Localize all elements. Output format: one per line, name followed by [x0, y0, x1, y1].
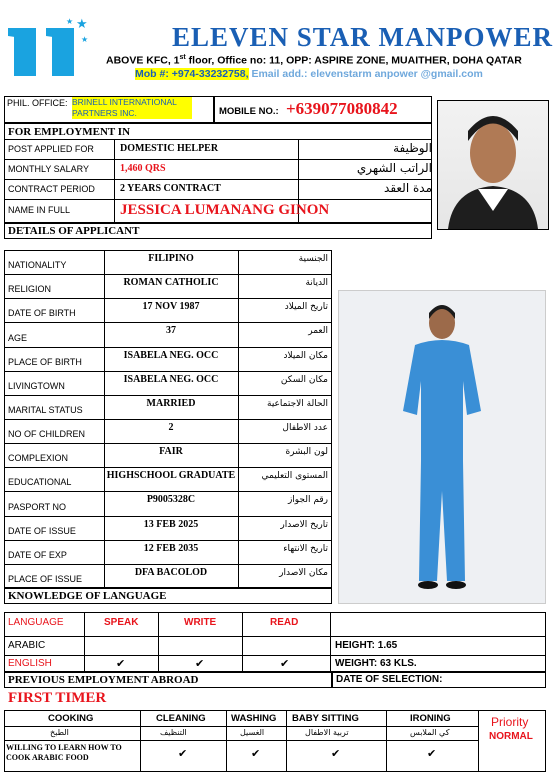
- portrait-photo: [437, 100, 549, 230]
- person-portrait-icon: [438, 101, 548, 229]
- full-body-photo: [338, 290, 546, 604]
- detail-row-divider: [4, 347, 332, 348]
- detail-label: NATIONALITY: [8, 260, 67, 270]
- skill-header-ironing: IRONING: [410, 713, 451, 724]
- cleaning-check: ✔: [178, 748, 188, 760]
- detail-value: P9005328C: [146, 494, 196, 505]
- detail-arabic: تاريخ الميلاد: [284, 302, 328, 312]
- contract-value: 2 YEARS CONTRACT: [120, 183, 221, 194]
- full-name-value: JESSICA LUMANANG GINON: [120, 202, 330, 218]
- detail-row-divider: [4, 395, 332, 396]
- post-applied-value: DOMESTIC HELPER: [120, 143, 219, 154]
- detail-label: LIVINGTOWN: [8, 381, 65, 391]
- date-selection-label: DATE OF SELECTION:: [336, 674, 443, 685]
- details-heading: DETAILS OF APPLICANT: [8, 225, 140, 237]
- detail-value: FILIPINO: [148, 253, 194, 264]
- english-read-check: ✔: [280, 658, 290, 670]
- detail-row-divider: [4, 371, 332, 372]
- detail-arabic: عدد الاطفال: [282, 423, 328, 433]
- detail-arabic: مكان الميلاد: [283, 351, 328, 361]
- detail-label: MARITAL STATUS: [8, 405, 83, 415]
- detail-label: RELIGION: [8, 284, 52, 294]
- english-write-check: ✔: [195, 658, 205, 670]
- svg-text:★: ★: [81, 35, 89, 44]
- detail-value: 37: [166, 325, 176, 336]
- write-col-header: WRITE: [184, 617, 217, 628]
- post-applied-arabic: الوظيفة: [393, 141, 432, 155]
- contact-line: [135, 68, 483, 80]
- english-speak-check: ✔: [116, 658, 126, 670]
- babysitting-check: ✔: [331, 748, 341, 760]
- company-address: ABOVE KFC, 1st floor, Office no: 11, OPP: ASPIRE ZONE, MUAITHER, DOHA QATAR: [106, 54, 522, 67]
- detail-row-divider: [4, 516, 332, 517]
- full-name-label: NAME IN FULL: [8, 205, 71, 215]
- detail-arabic: مكان السكن: [280, 375, 328, 385]
- language-col-header: LANGUAGE: [8, 617, 64, 628]
- detail-value: DFA BACOLOD: [134, 567, 208, 578]
- detail-row-divider: [4, 564, 332, 565]
- person-full-body-icon: [339, 291, 545, 603]
- cooking-note: WILLING TO LEARN HOW TO COOK ARABIC FOOD: [6, 743, 122, 762]
- detail-label: COMPLEXION: [8, 453, 69, 463]
- skill-arabic-washing: الغسيل: [240, 728, 265, 737]
- english-language-label: ENGLISH: [8, 658, 52, 669]
- detail-value: 13 FEB 2025: [143, 519, 199, 530]
- employment-heading: FOR EMPLOYMENT IN: [8, 126, 131, 138]
- contract-arabic: مدة العقد: [384, 181, 432, 195]
- detail-label: PLACE OF ISSUE: [8, 574, 83, 584]
- priority-label: Priority: [491, 715, 529, 729]
- skill-arabic-cleaning: التنظيف: [160, 728, 187, 737]
- mobile-number: Mob #: +974-33232758,: [135, 68, 249, 80]
- detail-value: 17 NOV 1987: [142, 301, 200, 312]
- weight-value: WEIGHT: 63 KLS.: [335, 658, 417, 669]
- detail-row-divider: [4, 419, 332, 420]
- priority-value: NORMAL: [489, 731, 533, 742]
- detail-label: DATE OF EXP: [8, 550, 67, 560]
- company-logo: [8, 14, 90, 80]
- ironing-check: ✔: [427, 748, 437, 760]
- arabic-language-label: ARABIC: [8, 640, 46, 651]
- salary-value: 1,460 QRS: [120, 163, 166, 174]
- previous-employment-value: FIRST TIMER: [8, 690, 107, 706]
- skill-header-cleaning: CLEANING: [156, 713, 206, 724]
- mobile-value: +639077080842: [286, 99, 398, 118]
- detail-arabic: الديانة: [305, 278, 328, 288]
- salary-label: MONTHLY SALARY: [8, 164, 90, 174]
- star-icon: ★: [76, 17, 88, 32]
- washing-check: ✔: [251, 748, 261, 760]
- detail-value: ROMAN CATHOLIC: [123, 277, 219, 288]
- detail-row-divider: [4, 298, 332, 299]
- logo-graphic: [8, 14, 90, 80]
- detail-arabic: تاريخ الاصدار: [280, 520, 328, 530]
- contract-label: CONTRACT PERIOD: [8, 184, 95, 194]
- detail-arabic: الجنسية: [298, 254, 328, 264]
- skill-header-washing: WASHING: [231, 713, 277, 724]
- detail-label: PLACE OF BIRTH: [8, 357, 82, 367]
- skill-header-cooking: COOKING: [48, 713, 94, 724]
- detail-label: NO OF CHILDREN: [8, 429, 86, 439]
- detail-label: PASPORT NO: [8, 502, 67, 512]
- detail-value: HIGHSCHOOL GRADUATE: [106, 470, 236, 481]
- company-name: ELEVEN STAR MANPOWER: [172, 22, 554, 52]
- post-applied-label: POST APPLIED FOR: [8, 144, 94, 154]
- detail-arabic: تاريخ الانتهاء: [283, 544, 328, 554]
- salary-arabic: الراتب الشهري: [356, 161, 432, 175]
- detail-arabic: الحالة الاجتماعية: [267, 399, 328, 409]
- previous-heading: PREVIOUS EMPLOYMENT ABROAD: [8, 674, 199, 686]
- read-col-header: READ: [270, 617, 299, 628]
- detail-arabic: لون البشرة: [285, 447, 328, 457]
- detail-value: MARRIED: [146, 398, 196, 409]
- detail-arabic: مكان الاصدار: [279, 568, 328, 578]
- detail-label: EDUCATIONAL: [8, 477, 72, 487]
- detail-label: DATE OF ISSUE: [8, 526, 76, 536]
- speak-col-header: SPEAK: [104, 617, 139, 628]
- detail-arabic: المستوى التعليمي: [261, 471, 328, 481]
- height-value: HEIGHT: 1.65: [335, 640, 398, 651]
- skill-arabic-ironing: كي الملابس: [410, 728, 450, 737]
- detail-row-divider: [4, 491, 332, 492]
- detail-row-divider: [4, 443, 332, 444]
- skill-arabic-cooking: الطبخ: [50, 728, 69, 737]
- email-address: Email add.: elevenstarm anpower @gmail.com: [248, 68, 483, 80]
- detail-arabic: رقم الجواز: [287, 495, 328, 505]
- detail-value: 2: [168, 422, 174, 433]
- skill-arabic-babysitting: تربية الاطفال: [305, 728, 349, 737]
- mobile-label: MOBILE NO.:: [219, 106, 279, 117]
- detail-row-divider: [4, 322, 332, 323]
- language-heading: KNOWLEDGE OF LANGUAGE: [8, 590, 167, 602]
- detail-label: DATE OF BIRTH: [8, 308, 76, 318]
- detail-value: ISABELA NEG. OCC: [123, 350, 219, 361]
- detail-row-divider: [4, 274, 332, 275]
- detail-row-divider: [4, 467, 332, 468]
- detail-arabic: العمر: [308, 326, 328, 336]
- detail-label: AGE: [8, 333, 28, 343]
- detail-value: FAIR: [159, 446, 183, 457]
- detail-row-divider: [4, 540, 332, 541]
- svg-text:★: ★: [66, 17, 74, 26]
- detail-value: ISABELA NEG. OCC: [123, 374, 219, 385]
- detail-value: 12 FEB 2035: [143, 543, 199, 554]
- phil-office-name: BRINELL INTERNATIONAL PARTNERS INC.: [72, 97, 192, 119]
- phil-office-label: PHIL. OFFICE:: [7, 98, 68, 108]
- skill-header-babysitting: BABY SITTING: [292, 713, 359, 724]
